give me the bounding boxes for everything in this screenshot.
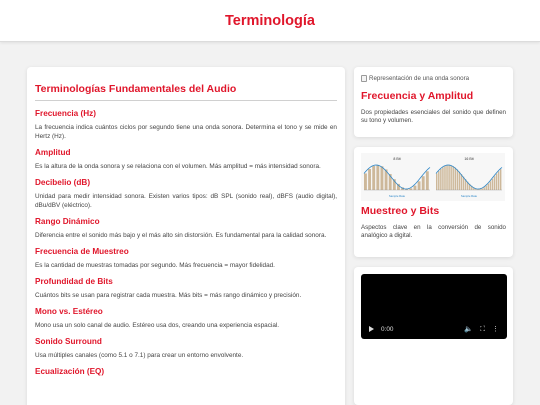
- term-description: Mono usa un solo canal de audio. Estéreo usa dos, creando una experiencia espacial.: [35, 322, 280, 329]
- fullscreen-icon[interactable]: ⛶: [480, 325, 485, 333]
- sample-bar: [422, 176, 425, 190]
- sample-bar: [440, 169, 441, 190]
- term-description: La frecuencia indica cuántos ciclos por segundo tiene una onda sonora. Determina el tono y se mide en Hertz (Hz).: [35, 124, 337, 140]
- sample-bar: [376, 165, 379, 190]
- term-item: [35, 247, 337, 270]
- term-title: Decibelio (dB): [35, 178, 91, 187]
- term-title: Profundidad de Bits: [35, 277, 113, 286]
- sample-bar: [426, 171, 429, 190]
- main-content-card: [27, 67, 345, 405]
- term-item: [35, 307, 337, 330]
- video-player[interactable]: [361, 274, 507, 339]
- card-title: Muestreo y Bits: [361, 205, 440, 217]
- sidebar-card-frequency: [354, 67, 513, 137]
- volume-icon[interactable]: 🔈: [464, 325, 474, 333]
- sample-bar: [372, 166, 375, 190]
- term-title: Frecuencia (Hz): [35, 109, 96, 118]
- panel-label-16bit: 16 Bit: [464, 157, 474, 161]
- sample-bar: [446, 165, 447, 190]
- sample-bar: [457, 169, 458, 190]
- card-title: Frecuencia y Amplitud: [361, 90, 474, 102]
- term-item: [35, 217, 337, 240]
- video-controls: [361, 319, 507, 339]
- term-item: [35, 277, 337, 300]
- sample-bar: [492, 179, 493, 190]
- panel-caption-right: Sample Rate: [460, 194, 478, 198]
- sample-bar: [483, 187, 484, 190]
- sample-bar: [455, 168, 456, 190]
- sample-bar: [442, 167, 443, 190]
- video-time: 0:00: [381, 325, 394, 333]
- image-alt-text: Representación de una onda sonora: [369, 74, 470, 82]
- term-title: Frecuencia de Muestreo: [35, 247, 129, 256]
- sample-bar: [438, 171, 439, 190]
- term-description: Usa múltiples canales (como 5.1 o 7.1) para crear un entorno envolvente.: [35, 352, 244, 359]
- sample-bar: [494, 176, 495, 190]
- term-description: Diferencia entre el sonido más bajo y el más alto sin distorsión. Es fundamental para la calidad sonora.: [35, 232, 327, 239]
- sampling-illustration: [361, 153, 505, 201]
- sample-bar: [436, 173, 437, 190]
- sample-bar: [381, 166, 384, 190]
- sample-bar: [486, 186, 487, 190]
- sample-bar: [453, 166, 454, 190]
- term-title: Sonido Surround: [35, 337, 102, 346]
- term-item: [35, 148, 337, 171]
- sample-bar: [444, 166, 445, 190]
- sample-bar: [496, 174, 497, 190]
- term-item: [35, 367, 337, 376]
- term-title: Ecualización (EQ): [35, 367, 105, 376]
- play-icon[interactable]: [369, 326, 374, 332]
- card-description: Aspectos clave en la conversión de sonido analógico a digital.: [361, 224, 506, 239]
- sample-bar: [364, 173, 367, 190]
- sample-bar: [368, 169, 371, 190]
- term-description: Unidad para medir intensidad sonora. Existen varios tipos: dB SPL (sonido real), dBFS (audio digital), dBu/dBV (eléctrico).: [35, 193, 337, 209]
- term-description: Cuántos bits se usan para registrar cada muestra. Más bits = más rango dinámico y precisión.: [35, 292, 302, 299]
- sample-bar: [414, 186, 417, 190]
- sound-wave-image: [361, 73, 506, 83]
- term-item: [35, 337, 337, 360]
- sample-bar: [490, 181, 491, 190]
- term-list: [35, 109, 337, 376]
- term-item: [35, 109, 337, 141]
- panel-label-8bit: 8 Bit: [393, 157, 401, 161]
- sample-bar: [450, 165, 451, 190]
- section-title: Terminologías Fundamentales del Audio: [35, 83, 337, 101]
- term-item: [35, 178, 337, 210]
- sample-bar: [461, 174, 462, 190]
- sidebar-card-sampling: [354, 147, 513, 257]
- page-header: [0, 0, 540, 42]
- panel-caption-left: Sample Rate: [388, 194, 406, 198]
- sample-bar: [500, 169, 501, 190]
- more-options-icon[interactable]: ⋮: [492, 325, 499, 333]
- sidebar-card-video: [354, 267, 513, 405]
- term-title: Amplitud: [35, 148, 71, 157]
- term-description: Es la altura de la onda sonora y se relaciona con el volumen. Más amplitud = más intensidad sonora.: [35, 163, 321, 170]
- term-description: Es la cantidad de muestras tomadas por segundo. Más frecuencia = mayor fidelidad.: [35, 262, 275, 269]
- card-description: Dos propiedades esenciales del sonido que definen su tono y volumen.: [361, 109, 506, 124]
- term-title: Rango Dinámico: [35, 217, 100, 226]
- sample-bar: [488, 184, 489, 190]
- broken-image-icon: [361, 75, 367, 82]
- sample-bar: [448, 165, 449, 190]
- page-title: Terminología: [225, 13, 315, 29]
- sample-bar: [409, 188, 412, 190]
- sample-bar: [459, 172, 460, 190]
- sample-bar: [498, 171, 499, 190]
- term-title: Mono vs. Estéreo: [35, 307, 103, 316]
- sample-bar: [418, 181, 421, 190]
